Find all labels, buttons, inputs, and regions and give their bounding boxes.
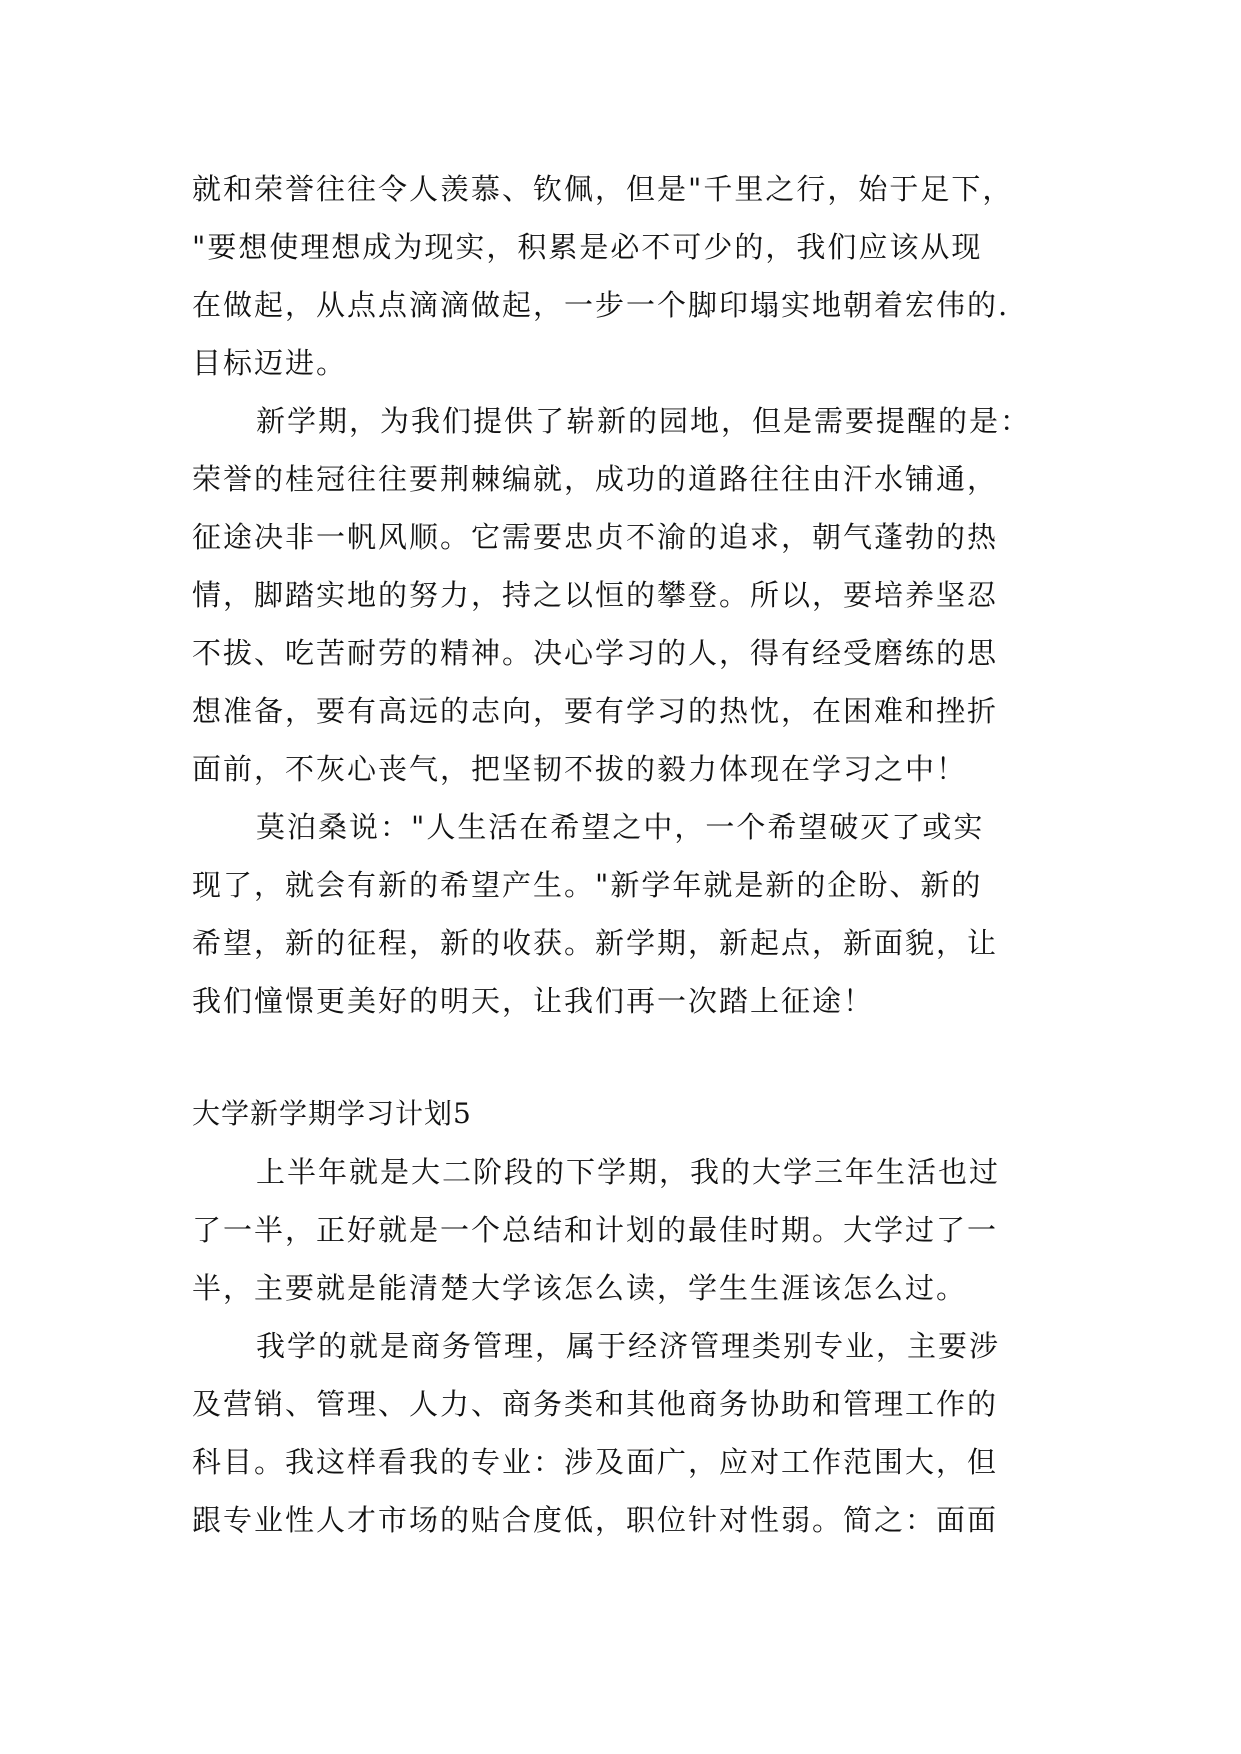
paragraph — [192, 160, 1058, 392]
text-line: 新学期，为我们提供了崭新的园地，但是需要提醒的是： — [256, 404, 1032, 438]
text-line: 及营销、管理、人力、商务类和其他商务协助和管理工作的 — [192, 1387, 999, 1421]
text-line: 我学的就是商务管理，属于经济管理类别专业，主要涉 — [256, 1329, 1001, 1363]
text-line: 科目。我这样看我的专业：涉及面广，应对工作范围大，但 — [192, 1445, 999, 1479]
text-line: 了一半，正好就是一个总结和计划的最佳时期。大学过了一 — [192, 1213, 999, 1247]
text-line: 面前，不灰心丧气，把坚韧不拔的毅力体现在学习之中！ — [192, 752, 968, 786]
text-column — [192, 160, 1058, 1549]
text-line: 就和荣誉往往令人羡慕、钦佩，但是"千里之行，始于足下， — [192, 172, 1014, 206]
paragraph — [192, 1317, 1058, 1549]
paragraph — [192, 798, 1058, 1030]
text-line: 我们憧憬更美好的明天，让我们再一次踏上征途！ — [192, 984, 875, 1018]
paragraph — [192, 392, 1058, 798]
text-line: 希望，新的征程，新的收获。新学期，新起点，新面貌，让 — [192, 926, 999, 960]
text-line: "要想使理想成为现实，积累是必不可少的，我们应该从现 — [192, 230, 983, 264]
text-line: 半，主要就是能清楚大学该怎么读，学生生涯该怎么过。 — [192, 1271, 968, 1305]
section-title: 大学新学期学习计划5 — [192, 1097, 472, 1130]
text-line: 莫泊桑说："人生活在希望之中，一个希望破灭了或实 — [256, 810, 985, 844]
text-line: 跟专业性人才市场的贴合度低，职位针对性弱。简之：面面 — [192, 1503, 999, 1537]
text-line: 征途决非一帆风顺。它需要忠贞不渝的追求，朝气蓬勃的热 — [192, 520, 999, 554]
text-line: 在做起，从点点滴滴做起，一步一个脚印塌实地朝着宏伟的. — [192, 288, 1010, 322]
text-line: 现了，就会有新的希望产生。"新学年就是新的企盼、新的 — [192, 868, 983, 902]
text-line: 荣誉的桂冠往往要荆棘编就，成功的道路往往由汗水铺通， — [192, 462, 999, 496]
paragraph — [192, 1143, 1058, 1317]
text-line: 目标迈进。 — [192, 346, 348, 380]
text-line: 上半年就是大二阶段的下学期，我的大学三年生活也过 — [256, 1155, 1001, 1189]
text-line: 不拔、吃苦耐劳的精神。决心学习的人，得有经受磨练的思 — [192, 636, 999, 670]
text-line: 情，脚踏实地的努力，持之以恒的攀登。所以，要培养坚忍 — [192, 578, 999, 612]
text-line: 想准备，要有高远的志向，要有学习的热忱，在困难和挫折 — [192, 694, 999, 728]
spacer — [192, 1030, 1058, 1085]
